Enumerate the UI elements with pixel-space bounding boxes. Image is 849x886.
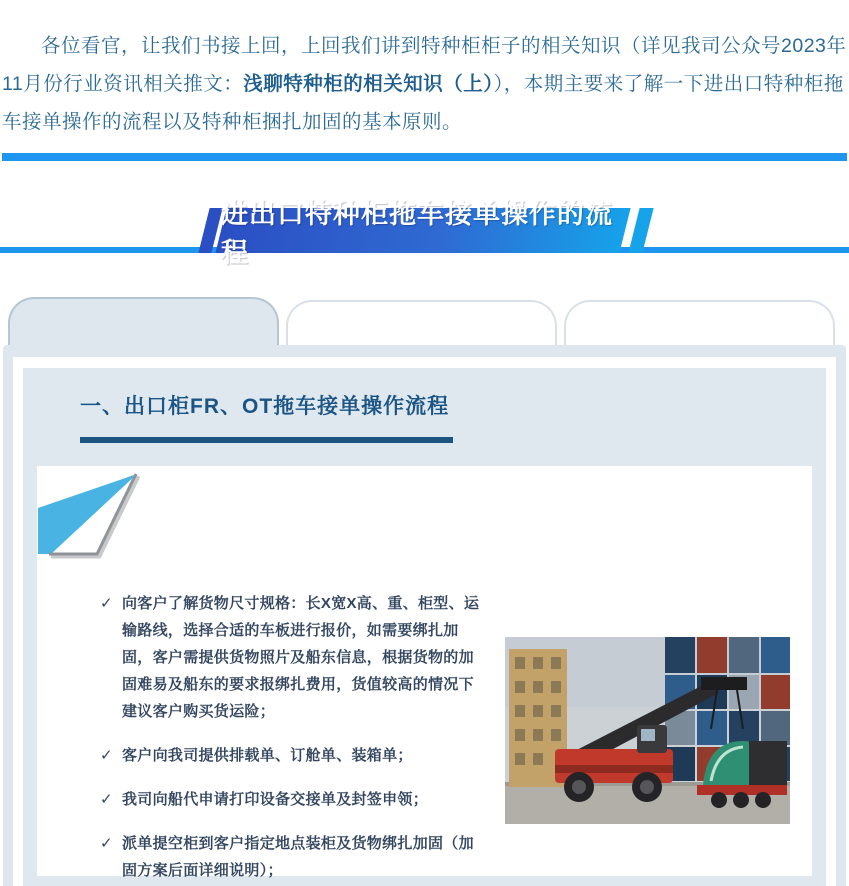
card-title-underline: [80, 437, 453, 443]
check-icon: ✓: [100, 835, 113, 852]
intro-text-part2: ），本期主要来了解一下进出口特种柜拖车接单操作的流程以及特种柜捆扎加固的基本原则。: [2, 73, 844, 133]
tab-3[interactable]: [564, 300, 835, 346]
list-item: [100, 786, 500, 813]
check-icon: ✓: [100, 791, 113, 808]
tab-2[interactable]: [286, 300, 557, 346]
list-item: [100, 590, 500, 725]
corner-ribbon-icon: [37, 470, 149, 564]
step-text: 向客户了解货物尺寸规格：长X宽X高、重、柜型、运输路线，选择合适的车板进行报价，如需要绑扎加固，客户需提供货物照片及船东信息，根据货物的加固难易及船东的要求报绑扎费用，货值较高的情况下建议客户购买货运险；: [122, 595, 480, 720]
tab-1-active[interactable]: [8, 297, 279, 349]
check-icon: ✓: [100, 747, 113, 764]
list-item: [100, 830, 500, 884]
top-divider-bar: [2, 153, 847, 161]
step-text: 客户向我司提供排载单、订舱单、装箱单；: [122, 747, 413, 764]
list-item: [100, 742, 500, 769]
card-inner-panel: [23, 368, 826, 886]
intro-text-part1: 各位看官，让我们书接上回，上回我们讲到特种柜柜子的相关知识（详见我司公众号2023年11月份行业资讯相关推文：: [2, 35, 847, 95]
step-text: 派单提空柜到客户指定地点装柜及货物绑扎加固（加固方案后面详细说明）；: [122, 835, 474, 879]
section-banner-title: 进出口特种柜拖车接单操作的流程: [221, 198, 613, 268]
card-section-title: 一、出口柜FR、OT拖车接单操作流程: [80, 395, 450, 418]
check-icon: ✓: [100, 595, 113, 612]
intro-paragraph: [2, 27, 847, 141]
cargo-loading-photo: [505, 637, 790, 824]
process-step-list: [100, 590, 500, 886]
process-content-box: [37, 466, 812, 879]
step-text: 我司向船代申请打印设备交接单及封签申领；: [122, 791, 429, 808]
referenced-article-title: 浅聊特种柜的相关知识（上）: [243, 73, 494, 95]
